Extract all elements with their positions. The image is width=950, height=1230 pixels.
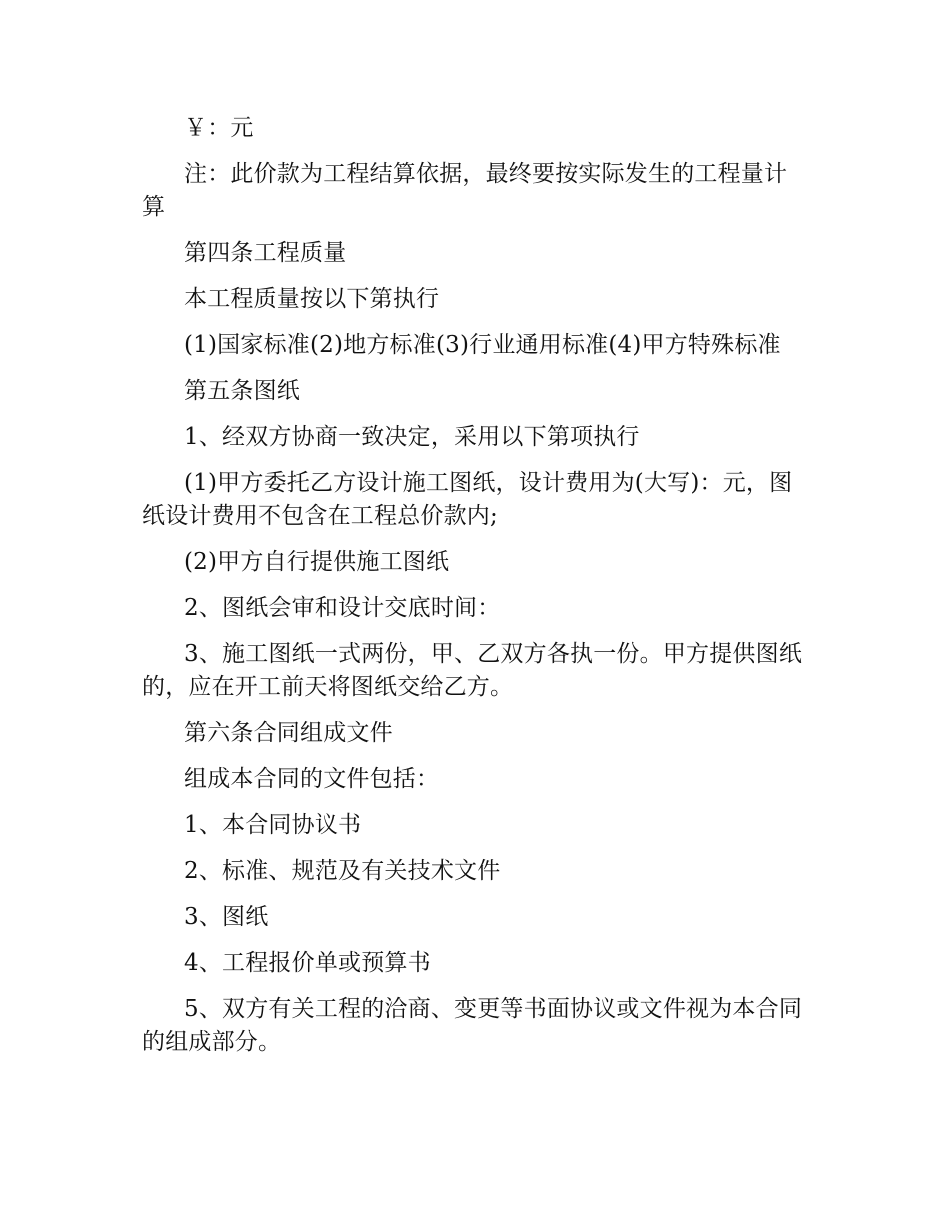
contract-doc-item-5: 5、双方有关工程的洽商、变更等书面协议或文件视为本合同的组成部分。 (142, 996, 803, 1055)
drawings-item-1: 1、经双方协商一致决定，采用以下第项执行 (184, 424, 640, 450)
price-line: ￥：元 (184, 115, 254, 141)
contract-doc-item-1: 1、本合同协议书 (184, 812, 362, 838)
contract-doc-item-3: 3、图纸 (184, 904, 269, 930)
contract-docs-intro: 组成本合同的文件包括： (184, 766, 440, 792)
drawings-item-3: 3、施工图纸一式两份，甲、乙双方各执一份。甲方提供图纸的，应在开工前天将图纸交给乙方。 (142, 641, 803, 700)
quality-standard-text: 本工程质量按以下第执行 (184, 286, 440, 312)
contract-doc-item-4: 4、工程报价单或预算书 (184, 950, 431, 976)
article-5-heading: 第五条图纸 (184, 378, 300, 404)
article-4-heading: 第四条工程质量 (184, 240, 347, 266)
price-note: 注：此价款为工程结算依据，最终要按实际发生的工程量计算 (142, 161, 788, 220)
document-body (142, 112, 810, 1072)
drawings-option-2: (2)甲方自行提供施工图纸 (184, 549, 450, 575)
drawings-option-1: (1)甲方委托乙方设计施工图纸，设计费用为(大写)：元，图纸设计费用不包含在工程总价款内; (142, 470, 793, 529)
quality-standard-options: (1)国家标准(2)地方标准(3)行业通用标准(4)甲方特殊标准 (184, 332, 781, 358)
drawings-item-2: 2、图纸会审和设计交底时间： (184, 595, 501, 621)
article-6-heading: 第六条合同组成文件 (184, 720, 393, 746)
contract-doc-item-2: 2、标准、规范及有关技术文件 (184, 858, 501, 884)
